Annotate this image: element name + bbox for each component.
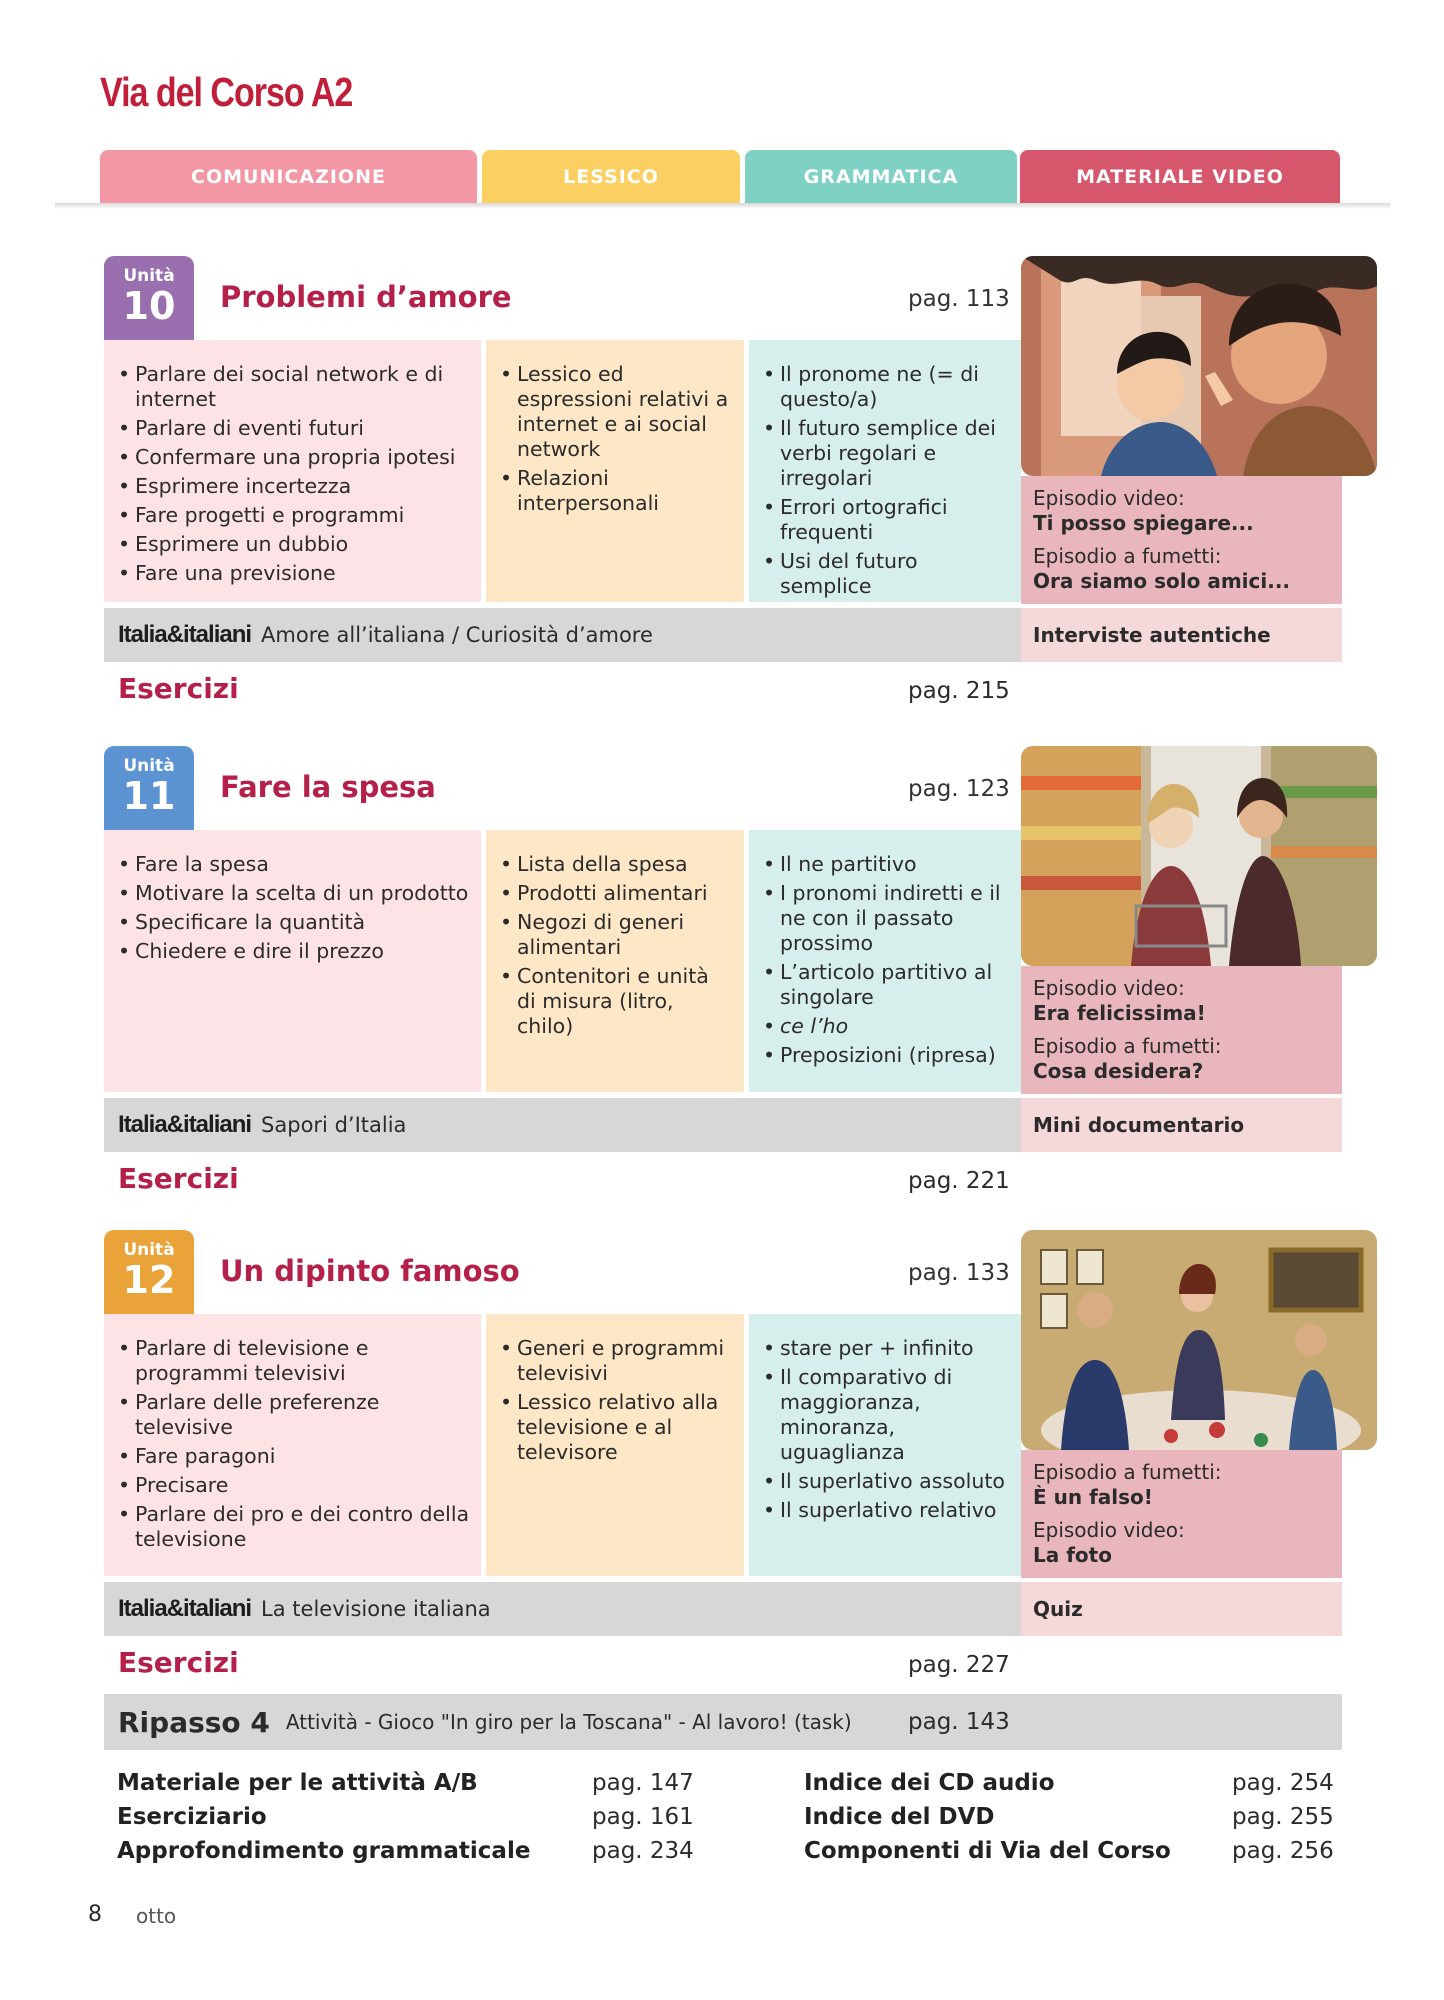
- episode-title[interactable]: Cosa desidera?: [1033, 1059, 1204, 1083]
- ripasso-description: Attività - Gioco "In giro per la Toscana" - Al lavoro! (task): [285, 1710, 852, 1734]
- unit-badge: [104, 1230, 194, 1314]
- list-item: • Il superlativo assoluto: [763, 1469, 1011, 1494]
- episode-label: Episodio video:: [1033, 486, 1185, 510]
- unit-number: 11: [122, 774, 176, 818]
- column-header-tabs: [100, 150, 1340, 204]
- footer-link-componenti[interactable]: Componenti di Via del Corso: [804, 1838, 1171, 1864]
- footer-page: pag. 234: [592, 1838, 694, 1864]
- list-item: • Generi e programmi televisivi: [500, 1336, 734, 1386]
- footer-link-grammatica[interactable]: Approfondimento grammaticale: [117, 1838, 531, 1864]
- unit-10: [104, 256, 1342, 706]
- ripasso-title[interactable]: Ripasso 4: [118, 1705, 270, 1739]
- episode-title[interactable]: Era felicissima!: [1033, 1001, 1206, 1025]
- comunicazione-column: [104, 830, 481, 1092]
- list-item: • Usi del futuro semplice: [763, 549, 1011, 599]
- italia-italiani-brand: Italia&italiani: [118, 1595, 252, 1622]
- list-item: • Contenitori e unità di misura (litro, chilo): [500, 964, 734, 1039]
- esercizi-label[interactable]: Esercizi: [118, 1646, 239, 1679]
- episode-label: Episodio video:: [1033, 1518, 1185, 1542]
- episode-label: Episodio a fumetti:: [1033, 1460, 1222, 1484]
- tab-materiale-video: MATERIALE VIDEO: [1020, 150, 1340, 204]
- esercizi-page: pag. 215: [908, 678, 1010, 704]
- unit-label: Unità: [123, 1240, 175, 1260]
- list-item: • Specificare la quantità: [118, 910, 471, 935]
- unit-page: pag. 133: [908, 1260, 1010, 1286]
- video-extra[interactable]: Mini documentario: [1021, 1098, 1342, 1152]
- list-item: • Parlare di eventi futuri: [118, 416, 471, 441]
- list-item: • Negozi di generi alimentari: [500, 910, 734, 960]
- list-item: • Fare una previsione: [118, 561, 471, 586]
- episode-title[interactable]: Ora siamo solo amici...: [1033, 569, 1291, 593]
- grammatica-column: [749, 340, 1021, 602]
- list-item: • Confermare una propria ipotesi: [118, 445, 471, 470]
- list-item: • Preposizioni (ripresa): [763, 1043, 1011, 1068]
- episode-label: Episodio a fumetti:: [1033, 544, 1222, 568]
- list-item: • Parlare dei social network e di internet: [118, 362, 471, 412]
- footer-link-materiale[interactable]: Materiale per le attività A/B: [117, 1770, 478, 1796]
- italia-italiani-topic: La televisione italiana: [261, 1597, 491, 1621]
- list-item: • L’articolo partitivo al singolare: [763, 960, 1011, 1010]
- list-item: • Lessico ed espressioni relativi a internet e ai social network: [500, 362, 734, 462]
- video-materials: [1021, 966, 1342, 1094]
- unit-number: 12: [122, 1258, 176, 1302]
- book-logo: Via del Corso A2: [100, 70, 353, 116]
- list-item: • Lista della spesa: [500, 852, 734, 877]
- list-item: • Esprimere un dubbio: [118, 532, 471, 557]
- supermarket-photo: [1021, 746, 1377, 966]
- unit-page: pag. 123: [908, 776, 1010, 802]
- unit-number: 10: [122, 284, 176, 328]
- italia-italiani-row: [104, 1098, 1021, 1152]
- lessico-column: [486, 1314, 744, 1576]
- header-divider: [55, 203, 1390, 209]
- unit-badge: [104, 746, 194, 830]
- ripasso-row: [104, 1694, 1342, 1750]
- list-item: • Il superlativo relativo: [763, 1498, 1011, 1523]
- grammatica-column: [749, 1314, 1021, 1576]
- footer-page: pag. 147: [592, 1770, 694, 1796]
- tab-grammatica: GRAMMATICA: [745, 150, 1017, 204]
- episode-label: Episodio video:: [1033, 976, 1185, 1000]
- italia-italiani-row: [104, 608, 1021, 662]
- list-item: • Il pronome ne (= di questo/a): [763, 362, 1011, 412]
- list-item: • Parlare dei pro e dei contro della televisione: [118, 1502, 471, 1552]
- comunicazione-column: [104, 340, 481, 602]
- list-item: • Prodotti alimentari: [500, 881, 734, 906]
- list-item: • Parlare di televisione e programmi televisivi: [118, 1336, 471, 1386]
- italia-italiani-brand: Italia&italiani: [118, 1111, 252, 1138]
- list-item: • Errori ortografici frequenti: [763, 495, 1011, 545]
- footer-link-dvd[interactable]: Indice del DVD: [804, 1804, 995, 1830]
- list-item: • Il futuro semplice dei verbi regolari e irregolari: [763, 416, 1011, 491]
- list-item: • I pronomi indiretti e il ne con il passato prossimo: [763, 881, 1011, 956]
- footer-page: pag. 254: [1232, 1770, 1334, 1796]
- esercizi-label[interactable]: Esercizi: [118, 1162, 239, 1195]
- list-item: • Fare la spesa: [118, 852, 471, 877]
- grammatica-column: [749, 830, 1021, 1092]
- comic-illustration: [1021, 1230, 1377, 1450]
- unit-page: pag. 113: [908, 286, 1010, 312]
- episode-title[interactable]: È un falso!: [1033, 1485, 1153, 1509]
- ripasso-page: pag. 143: [908, 1709, 1010, 1735]
- footer-page: pag. 161: [592, 1804, 694, 1830]
- list-item: • Parlare delle preferenze televisive: [118, 1390, 471, 1440]
- italia-italiani-brand: Italia&italiani: [118, 621, 252, 648]
- unit-12: [104, 1230, 1342, 1680]
- unit-badge: [104, 256, 194, 340]
- episode-title[interactable]: Ti posso spiegare...: [1033, 511, 1254, 535]
- video-materials: [1021, 1450, 1342, 1578]
- unit-label: Unità: [123, 266, 175, 286]
- unit-title[interactable]: Fare la spesa: [220, 770, 436, 804]
- list-item: • Precisare: [118, 1473, 471, 1498]
- video-materials: [1021, 476, 1342, 604]
- footer-link-cd[interactable]: Indice dei CD audio: [804, 1770, 1055, 1796]
- page-number: 8: [88, 1902, 102, 1927]
- video-extra[interactable]: Interviste autentiche: [1021, 608, 1342, 662]
- footer-page: pag. 256: [1232, 1838, 1334, 1864]
- list-item: • Fare progetti e programmi: [118, 503, 471, 528]
- list-item: • stare per + infinito: [763, 1336, 1011, 1361]
- footer-link-eserciziario[interactable]: Eserciziario: [117, 1804, 267, 1830]
- list-item: • Fare paragoni: [118, 1444, 471, 1469]
- esercizi-page: pag. 227: [908, 1652, 1010, 1678]
- list-item: • ce l’ho: [763, 1014, 1011, 1039]
- lessico-column: [486, 830, 744, 1092]
- unit-title[interactable]: Problemi d’amore: [220, 280, 512, 314]
- episode-title[interactable]: La foto: [1033, 1543, 1112, 1567]
- list-item: • Esprimere incertezza: [118, 474, 471, 499]
- italia-italiani-row: [104, 1582, 1021, 1636]
- list-item: • Relazioni interpersonali: [500, 466, 734, 516]
- list-item: • Il comparativo di maggioranza, minoranza, uguaglianza: [763, 1365, 1011, 1465]
- unit-11: [104, 746, 1342, 1196]
- lessico-column: [486, 340, 744, 602]
- esercizi-page: pag. 221: [908, 1168, 1010, 1194]
- footer-page: pag. 255: [1232, 1804, 1334, 1830]
- italia-italiani-topic: Amore all’italiana / Curiosità d’amore: [261, 623, 653, 647]
- tab-comunicazione: COMUNICAZIONE: [100, 150, 477, 204]
- list-item: • Il ne partitivo: [763, 852, 1011, 877]
- tab-lessico: LESSICO: [482, 150, 740, 204]
- comic-illustration: [1021, 256, 1377, 476]
- list-item: • Chiedere e dire il prezzo: [118, 939, 471, 964]
- list-item: • Lessico relativo alla televisione e al televisore: [500, 1390, 734, 1465]
- page-word: otto: [136, 1904, 177, 1928]
- comunicazione-column: [104, 1314, 481, 1576]
- esercizi-label[interactable]: Esercizi: [118, 672, 239, 705]
- unit-label: Unità: [123, 756, 175, 776]
- list-item: • Motivare la scelta di un prodotto: [118, 881, 471, 906]
- episode-label: Episodio a fumetti:: [1033, 1034, 1222, 1058]
- video-extra[interactable]: Quiz: [1021, 1582, 1342, 1636]
- unit-title[interactable]: Un dipinto famoso: [220, 1254, 520, 1288]
- italia-italiani-topic: Sapori d’Italia: [261, 1113, 407, 1137]
